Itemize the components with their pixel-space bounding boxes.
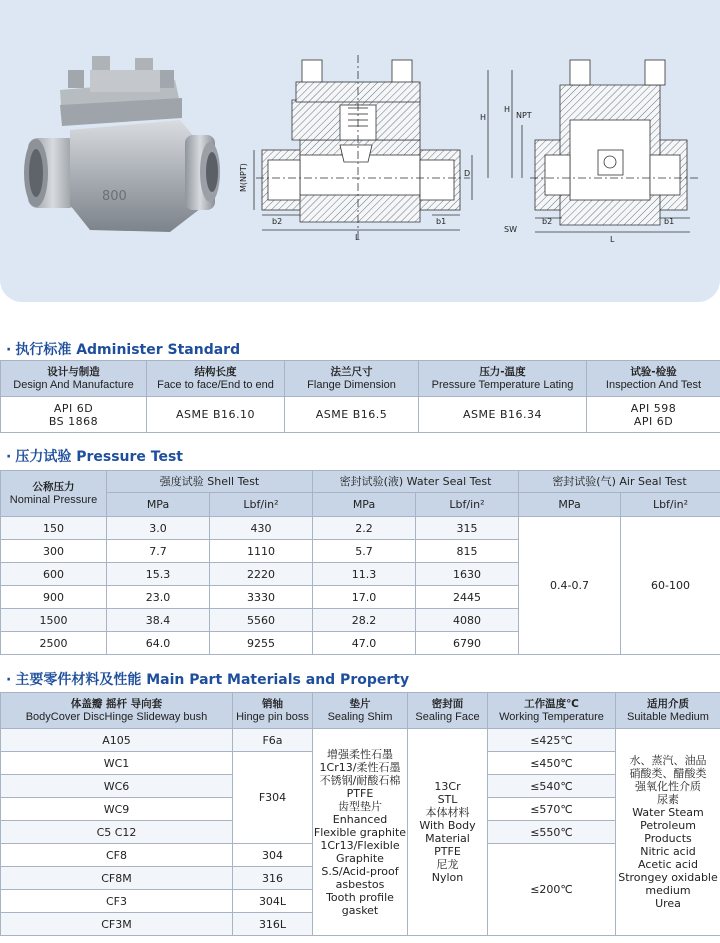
cell: ≤450℃ [488, 752, 616, 775]
cell-medium: 水、蒸汽、油品 硝酸类、醋酸类 强氧化性介质 尿素 Water Steam Petroleum Products Nitric acid Acetic acid Strongey oxidable medium Urea [616, 729, 720, 936]
cell: ≤540℃ [488, 775, 616, 798]
label-sw: SW [504, 225, 517, 234]
header-temp: 工作温度℃ Working Temperature [488, 693, 616, 729]
label-l-right: L [610, 235, 615, 244]
header-face: 密封面 Sealing Face [408, 693, 488, 729]
cell: WC6 [1, 775, 233, 798]
cell: 150 [1, 517, 107, 540]
label-l: L [355, 233, 360, 242]
header-shim: 垫片 Sealing Shim [313, 693, 408, 729]
cell: 9255 [210, 632, 313, 655]
cell: 28.2 [313, 609, 416, 632]
cell: 2220 [210, 563, 313, 586]
section-title-materials: · 主要零件材料及性能 Main Part Materials and Property [6, 672, 410, 688]
cell: ≤425℃ [488, 729, 616, 752]
cell: 15.3 [107, 563, 210, 586]
cell-flange: ASME B16.5 [285, 397, 419, 433]
cell-air-lbf: 60-100 [621, 517, 720, 655]
cell: 5.7 [313, 540, 416, 563]
label-b1-right: b1 [664, 217, 675, 226]
cell-design: API 6D BS 1868 [1, 397, 147, 433]
cell: 11.3 [313, 563, 416, 586]
cell-sealing-face: 13Cr STL 本体材料 With Body Material PTFE 尼龙 Nylon [408, 729, 488, 936]
cell-face: ASME B16.10 [147, 397, 285, 433]
section-drawing-front [254, 55, 488, 240]
label-m-npt: M(NPT) [239, 163, 248, 192]
cell: 64.0 [107, 632, 210, 655]
header-flange: 法兰尺寸 Flange Dimension [285, 361, 419, 397]
cell: CF8 [1, 844, 233, 867]
header-air-lbf: Lbf/in² [621, 493, 720, 517]
body-stamp-text: 800 [102, 189, 127, 204]
header-air: 密封试验(气) Air Seal Test [519, 471, 720, 493]
cell: 304 [233, 844, 313, 867]
label-b2: b2 [272, 217, 283, 226]
table-row [1, 729, 720, 752]
cell-shim: 增强柔性石墨 1Cr13/柔性石墨 不锈钢/耐酸石棉 PTFE 齿型垫片 Enhanced Flexible graphite 1Cr13/Flexible Graphite S.S/Acid-proof asbestos Tooth profile gasket [313, 729, 408, 936]
cell: 7.7 [107, 540, 210, 563]
header-face: 结构长度 Face to face/End to end [147, 361, 285, 397]
header-water-mpa: MPa [313, 493, 416, 517]
cell: F6a [233, 729, 313, 752]
label-h: H [480, 113, 487, 122]
section-drawing-side [512, 60, 700, 232]
header-air-mpa: MPa [519, 493, 621, 517]
cell-temp-stainless: ≤200℃ [488, 844, 616, 936]
cell: 1110 [210, 540, 313, 563]
product-hero-panel [0, 0, 720, 302]
cell: ≤550℃ [488, 821, 616, 844]
cell: 1630 [416, 563, 519, 586]
cell: 17.0 [313, 586, 416, 609]
standard-table [0, 360, 720, 433]
cell: 4080 [416, 609, 519, 632]
header-shell: 强度试验 Shell Test [107, 471, 313, 493]
cell: 6790 [416, 632, 519, 655]
header-water: 密封试验(液) Water Seal Test [313, 471, 519, 493]
table-row [1, 517, 720, 540]
cell: 2500 [1, 632, 107, 655]
cell: 2.2 [313, 517, 416, 540]
cell-air-mpa: 0.4-0.7 [519, 517, 621, 655]
cell: C5 C12 [1, 821, 233, 844]
label-b1: b1 [436, 217, 447, 226]
cell: 5560 [210, 609, 313, 632]
header-inspection: 试验-检验 Inspection And Test [587, 361, 720, 397]
cell-pt: ASME B16.34 [419, 397, 587, 433]
cell: A105 [1, 729, 233, 752]
cell: 1500 [1, 609, 107, 632]
cell: WC1 [1, 752, 233, 775]
cell: 3330 [210, 586, 313, 609]
label-d: D [464, 169, 471, 178]
cell: CF3M [1, 913, 233, 936]
cell: 316L [233, 913, 313, 936]
cell: 315 [416, 517, 519, 540]
label-npt: NPT [516, 111, 532, 120]
cell-pin-group: F304 [233, 752, 313, 844]
materials-table [0, 692, 720, 936]
pressure-table [0, 470, 720, 655]
cell: 3.0 [107, 517, 210, 540]
cell: 47.0 [313, 632, 416, 655]
cell: 38.4 [107, 609, 210, 632]
header-nominal: 公称压力 Nominal Pressure [1, 471, 107, 517]
header-medium: 适用介质 Suitable Medium [616, 693, 720, 729]
cell: 600 [1, 563, 107, 586]
cell-inspection: API 598 API 6D [587, 397, 720, 433]
header-body: 体盖瓣 摇杆 导向套 BodyCover DiscHinge Slideway bush [1, 693, 233, 729]
header-shell-lbf: Lbf/in² [210, 493, 313, 517]
cell: CF3 [1, 890, 233, 913]
cell: ≤570℃ [488, 798, 616, 821]
valve-photo [24, 56, 220, 232]
cell: 815 [416, 540, 519, 563]
header-water-lbf: Lbf/in² [416, 493, 519, 517]
header-pt: 压力-温度 Pressure Temperature Lating [419, 361, 587, 397]
label-h-right: H [504, 105, 511, 114]
cell: 300 [1, 540, 107, 563]
cell: 23.0 [107, 586, 210, 609]
cell: WC9 [1, 798, 233, 821]
cell: 430 [210, 517, 313, 540]
label-b2-right: b2 [542, 217, 553, 226]
header-pin: 销轴 Hinge pin boss [233, 693, 313, 729]
cell: 2445 [416, 586, 519, 609]
cell: 900 [1, 586, 107, 609]
cell: CF8M [1, 867, 233, 890]
valve-drawings [0, 0, 720, 302]
section-title-pressure: · 压力试验 Pressure Test [6, 449, 183, 465]
header-shell-mpa: MPa [107, 493, 210, 517]
header-design: 设计与制造 Design And Manufacture [1, 361, 147, 397]
cell: 316 [233, 867, 313, 890]
section-title-standard: · 执行标准 Administer Standard [6, 342, 241, 358]
cell: 304L [233, 890, 313, 913]
